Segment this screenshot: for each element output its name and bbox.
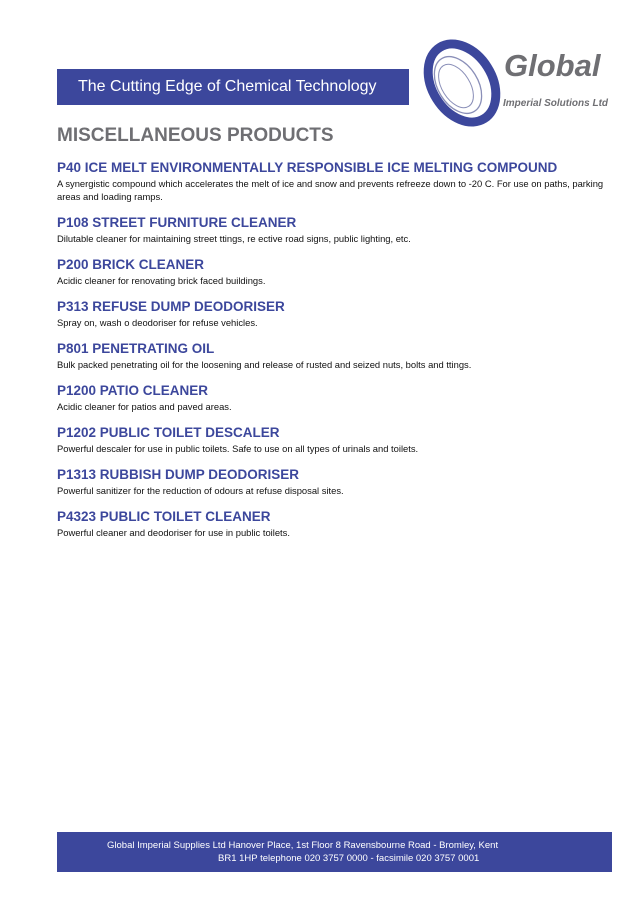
list-item xyxy=(57,467,612,497)
product-description: Dilutable cleaner for maintaining street ttings, re ective road signs, public lighting, etc. xyxy=(57,233,411,244)
product-title: P1202 PUBLIC TOILET DESCALER xyxy=(57,425,280,440)
product-title: P108 STREET FURNITURE CLEANER xyxy=(57,215,297,230)
list-item xyxy=(57,299,612,329)
brand-subtitle: Imperial Solutions Ltd xyxy=(503,98,609,109)
product-list xyxy=(57,160,612,551)
list-item xyxy=(57,425,612,455)
header-band xyxy=(57,69,409,105)
product-description: Powerful sanitizer for the reduction of odours at refuse disposal sites. xyxy=(57,485,344,496)
list-item xyxy=(57,383,612,413)
product-description: Bulk packed penetrating oil for the loosening and release of rusted and seized nuts, bolts and ttings. xyxy=(57,359,472,370)
list-item xyxy=(57,341,612,371)
section-title: MISCELLANEOUS PRODUCTS xyxy=(57,125,334,146)
list-item xyxy=(57,215,612,245)
product-title: P1200 PATIO CLEANER xyxy=(57,383,209,398)
product-title: P40 ICE MELT ENVIRONMENTALLY RESPONSIBLE ICE MELTING COMPOUND xyxy=(57,160,558,175)
product-title: P801 PENETRATING OIL xyxy=(57,341,215,356)
list-item xyxy=(57,257,612,287)
list-item xyxy=(57,160,612,203)
product-description: A synergistic compound which accelerates the melt of ice and snow and prevents refreeze down to -20 C. For use on paths, parking areas and loading ramps. xyxy=(57,178,604,202)
company-logo xyxy=(412,28,622,138)
brand-name: Global xyxy=(504,48,601,83)
footer-contact: BR1 1HP telephone 020 3757 0000 - facsimile 020 3757 0001 xyxy=(218,853,480,864)
product-description: Powerful descaler for use in public toilets. Safe to use on all types of urinals and toilets. xyxy=(57,443,419,454)
footer-address: Global Imperial Supplies Ltd Hanover Place, 1st Floor 8 Ravensbourne Road - Bromley, Kent xyxy=(107,840,499,851)
footer-band xyxy=(57,832,612,872)
product-title: P313 REFUSE DUMP DEODORISER xyxy=(57,299,285,314)
product-description: Spray on, wash o deodoriser for refuse vehicles. xyxy=(57,317,258,328)
globe-swoosh-icon xyxy=(412,28,507,138)
product-title: P200 BRICK CLEANER xyxy=(57,257,205,272)
list-item xyxy=(57,509,612,539)
product-description: Acidic cleaner for patios and paved areas. xyxy=(57,401,232,412)
product-description: Powerful cleaner and deodoriser for use in public toilets. xyxy=(57,527,290,538)
tagline: The Cutting Edge of Chemical Technology xyxy=(78,78,377,95)
product-title: P4323 PUBLIC TOILET CLEANER xyxy=(57,509,271,524)
product-description: Acidic cleaner for renovating brick faced buildings. xyxy=(57,275,266,286)
product-title: P1313 RUBBISH DUMP DEODORISER xyxy=(57,467,300,482)
